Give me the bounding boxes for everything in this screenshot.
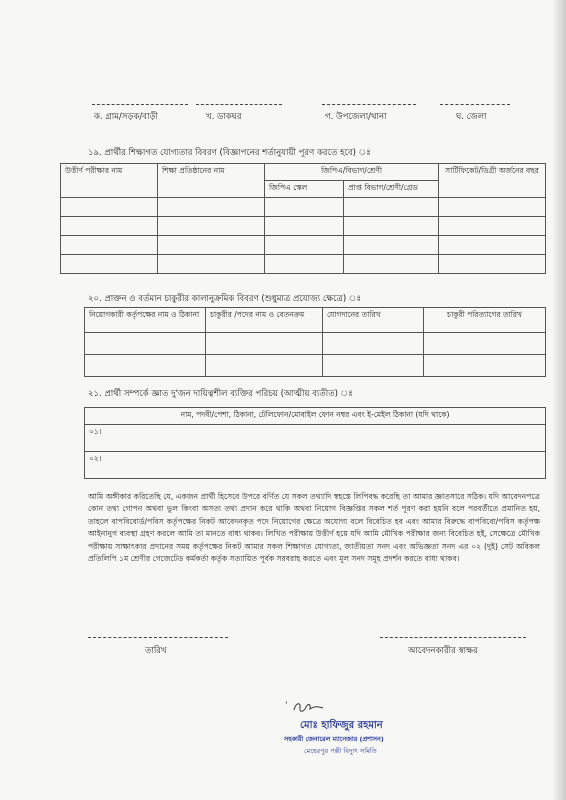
table-row bbox=[61, 236, 546, 255]
employment-cell[interactable] bbox=[85, 333, 206, 355]
education-cell[interactable] bbox=[61, 198, 158, 217]
post-office-label: খ. ডাকঘর bbox=[206, 112, 242, 122]
post-office-blank-line bbox=[196, 104, 282, 105]
table-row bbox=[85, 333, 546, 355]
education-col-obtained: প্রাপ্ত বিভাগ/শ্রেণী/গ্রেড bbox=[344, 181, 439, 198]
table-row bbox=[61, 217, 546, 236]
employment-cell[interactable] bbox=[323, 333, 424, 355]
references-table bbox=[84, 407, 546, 479]
table-row bbox=[85, 425, 546, 452]
education-cell[interactable] bbox=[265, 198, 344, 217]
table-row bbox=[61, 198, 546, 217]
page-edge-shadow bbox=[552, 0, 566, 800]
education-col-exam: উত্তীর্ণ পরীক্ষার নাম bbox=[61, 164, 158, 198]
education-cell[interactable] bbox=[158, 217, 265, 236]
applicant-signature-line bbox=[380, 637, 526, 638]
education-cell[interactable] bbox=[344, 217, 439, 236]
date-label: তারিখ bbox=[145, 646, 167, 656]
education-heading: ১৯. প্রার্থীর শিক্ষাগত যোগ্যতার বিবরণ (বিজ্ঞাপনের শর্তানুযায়ী পূরণ করতে হবে) ঃ bbox=[88, 148, 371, 158]
employment-cell[interactable] bbox=[424, 333, 546, 355]
district-blank-line bbox=[440, 104, 510, 105]
education-cell[interactable] bbox=[439, 255, 546, 274]
education-col-year: সার্টিফিকেট/ডিগ্রী অর্জনের বছর bbox=[439, 164, 546, 198]
education-cell[interactable] bbox=[61, 217, 158, 236]
table-row bbox=[61, 255, 546, 274]
education-cell[interactable] bbox=[158, 198, 265, 217]
education-cell[interactable] bbox=[344, 198, 439, 217]
employment-cell[interactable] bbox=[424, 355, 546, 377]
upazila-blank-line bbox=[322, 104, 416, 105]
education-col-gpa-scale: জিপিএ স্কেল bbox=[265, 181, 344, 198]
education-cell[interactable] bbox=[265, 236, 344, 255]
education-cell[interactable] bbox=[265, 217, 344, 236]
reference-row-1[interactable]: ০১। bbox=[85, 425, 546, 452]
education-cell[interactable] bbox=[439, 198, 546, 217]
education-cell[interactable] bbox=[61, 236, 158, 255]
stamp-organization: মেহেরপুর পল্লী বিদ্যুৎ সমিতি bbox=[304, 747, 377, 755]
employment-cell[interactable] bbox=[206, 355, 323, 377]
applicant-signature-label: আবেদনকারীর স্বাক্ষর bbox=[408, 646, 478, 656]
village-label: ক. গ্রাম/সড়ক/বাড়ী bbox=[94, 112, 158, 122]
education-cell[interactable] bbox=[158, 236, 265, 255]
employment-heading: ২০. প্রাক্তন ও বর্তমান চাকুরীর কালানুক্রমিক বিবরণ (শুধুমাত্র প্রযোজ্য ক্ষেত্রে) ঃ bbox=[88, 294, 361, 304]
education-cell[interactable] bbox=[61, 255, 158, 274]
employment-col-leaving: চাকুরী পরিত্যাগের তারিখ bbox=[424, 308, 546, 333]
village-blank-line bbox=[92, 104, 188, 105]
table-row bbox=[85, 452, 546, 479]
declaration-text: আমি অঙ্গীকার করিতেছি যে, একজন প্রার্থী হিসেবে উপরে বর্ণিত যে সকল তথ্যাদি স্বহস্তে লিপিবদ্ধ করেছি তা আমার জ্ঞাতসারে সঠিক। যদি আবেদনপত্রে কোন তথ্য গোপন অথবা ভুল কিংবা অসত্য তথ্য প্রদান করে থাকি অথবা নিয়োগ বিজ্ঞপ্তির সকল শর্ত পূরণ করা হয়নি বলে পরবর্তীতে প্রমানিত হয়, তাহলে বাপবিবোর্ড/পবিস কর্তৃপক্ষের নিকট আবেদনকৃত পদে নিয়োগের ক্ষেত্রে অযোগ্য বলে বিবেচিত হব এবং আমার বিরুদ্ধে বাপবিবো/পবিস কর্তৃপক্ষ আইনানুগ ব্যবস্থা গ্রহণ করলে আমি তা মানতে বাধ্য থাকব। লিখিত পরীক্ষায় উত্তীর্ণ হয়ে যদি আমি মৌখিক পরীক্ষার জন্য বিবেচিত হই, সেক্ষেত্রে মৌখিক পরীক্ষায় সাক্ষাৎকার প্রদানের সময় কর্তৃপক্ষের নিকট আমার সকল শিক্ষাগত যোগ্যতা, জাতীয়তা সনদ এবং অভিজ্ঞতা সনদ এর ০২ (দুই) সেট অবিকল প্রতিলিপি ১ম শ্রেণীর গেজেটেড কর্মকর্তা কর্তৃক সত্যায়িত পূর্বক সরবরাহ করতে এবং মূল সনদ সমূহ প্রদর্শন করতে বাধ্য থাকব। bbox=[88, 492, 540, 564]
education-cell[interactable] bbox=[344, 236, 439, 255]
employment-col-post: চাকুরীর /পদের নাম ও বেতনক্রম bbox=[206, 308, 323, 333]
table-row bbox=[85, 355, 546, 377]
comma-mark: ʻ bbox=[285, 701, 288, 711]
education-cell[interactable] bbox=[158, 255, 265, 274]
reference-row-2[interactable]: ০২। bbox=[85, 452, 546, 479]
education-table bbox=[60, 163, 546, 274]
references-heading: ২১. প্রার্থী সম্পর্কে জ্ঞাত দু'জন দায়িত্বশীল ব্যক্তির পরিচয় (আত্মীয় ব্যতীত) ঃ bbox=[88, 389, 353, 399]
education-cell[interactable] bbox=[439, 217, 546, 236]
employment-cell[interactable] bbox=[323, 355, 424, 377]
education-cell[interactable] bbox=[344, 255, 439, 274]
upazila-label: গ. উপজেলা/থানা bbox=[325, 112, 387, 122]
stamp-designation: সহকারী জেনারেল ম্যানেজার (প্রশাসন) bbox=[284, 735, 384, 743]
date-blank-line bbox=[88, 637, 228, 638]
employment-cell[interactable] bbox=[206, 333, 323, 355]
official-signature bbox=[292, 698, 326, 716]
education-col-result: জিপিএ/বিভাগ/শ্রেণী bbox=[265, 164, 439, 181]
district-label: ঘ. জেলা bbox=[456, 112, 487, 122]
education-cell[interactable] bbox=[439, 236, 546, 255]
stamp-name: মোঃ হাফিজুর রহমান bbox=[300, 720, 383, 731]
employment-table bbox=[84, 307, 546, 377]
employment-col-joining: যোগদানের তারিখ bbox=[323, 308, 424, 333]
employment-cell[interactable] bbox=[85, 355, 206, 377]
education-col-institution: শিক্ষা প্রতিষ্ঠানের নাম bbox=[158, 164, 265, 198]
education-cell[interactable] bbox=[265, 255, 344, 274]
references-header: নাম, পদবী/পেশা, ঠিকানা, টেলিফোন/মোবাইল ফোন নম্বর এবং ই-মেইল ঠিকানা (যদি থাকে) bbox=[85, 408, 546, 425]
employment-col-employer: নিয়োগকারী কর্তৃপক্ষের নাম ও ঠিকানা bbox=[85, 308, 206, 333]
